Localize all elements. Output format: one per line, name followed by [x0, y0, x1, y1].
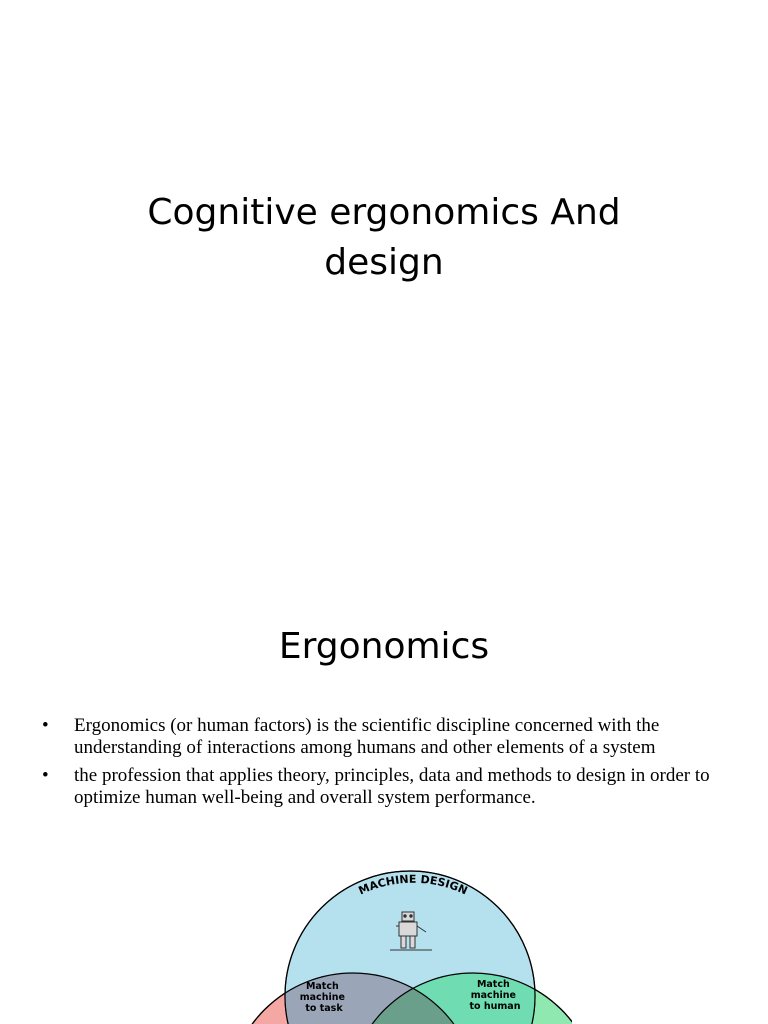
- venn-diagram: [228, 868, 572, 1024]
- bullet-text: Ergonomics (or human factors) is the scientific discipline concerned with the understanding of interactions among humans and other elements of a system: [74, 715, 660, 758]
- match-machine-to-task-label: Match machine to task: [299, 981, 345, 1014]
- bullet-item: [42, 765, 732, 809]
- match-machine-to-human-label: Match machine to human: [469, 979, 521, 1012]
- venn-diagram-svg: [228, 868, 572, 1024]
- bullet-marker: •: [42, 715, 49, 736]
- machine-design-label: MACHINE DESIGN: [356, 872, 470, 898]
- slide-title-line-1: Cognitive ergonomics And: [147, 192, 621, 233]
- bullet-item: [42, 715, 732, 759]
- bullet-text: the profession that applies theory, principles, data and methods to design in order to optimize human well-being and overall system performance.: [74, 765, 710, 808]
- bullet-list: [42, 715, 732, 815]
- slide-title: [60, 188, 708, 288]
- section-heading: Ergonomics: [278, 626, 490, 667]
- bullet-marker: •: [42, 765, 49, 786]
- slide-title-line-2: design: [324, 242, 444, 283]
